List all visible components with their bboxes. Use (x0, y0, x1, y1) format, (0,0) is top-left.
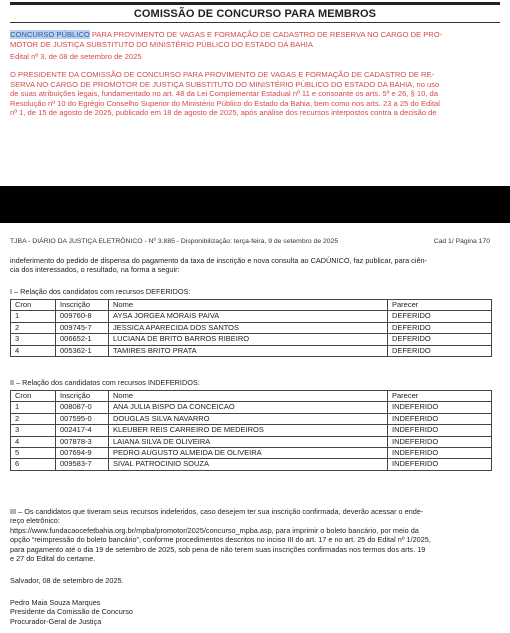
section-title: COMISSÃO DE CONCURSO PARA MEMBROS (133, 8, 377, 20)
cell-nome: JESSICA APARECIDA DOS SANTOS (109, 322, 388, 333)
cell-cron: 4 (11, 436, 56, 447)
cell-inscricao: 007878-3 (56, 436, 109, 447)
cell-cron: 3 (11, 425, 56, 436)
table-row (11, 459, 492, 470)
edital-number: Edital nº 3, de 08 de setembro de 2025 (10, 52, 142, 61)
signer-title: Procurador-Geral de Justiça (10, 616, 102, 626)
selected-text-highlight[interactable]: CONCURSO PÚBLICO (10, 30, 90, 39)
cell-inscricao: 007694-9 (56, 448, 109, 459)
cell-nome: ANA JULIA BISPO DA CONCEICAO (109, 402, 388, 413)
notice-body (10, 70, 490, 118)
signer-name: Pedro Maia Souza Marques (10, 598, 101, 607)
body-line: de suas atribuições legais, fundamentado no art. 48 da Lei Complementar Estadual nº 11 e consoante os arts. 5º e 26, § 10, da (10, 89, 438, 99)
col-inscricao: Inscrição (56, 300, 109, 311)
paragraph-line: III – Os candidatos que tiveram seus recursos indeferidos, caso desejem ter sua inscrição confirmada, deverão acessar o ende- (10, 507, 424, 516)
paragraph-line: opção “reimpressão do boleto bancário”, conforme procedimentos descritos no inciso III do art. 17 e no art. 25 do Edital nº 1/2025, (10, 535, 431, 545)
col-nome: Nome (109, 391, 388, 402)
table-row (11, 402, 492, 413)
cell-parecer: INDEFERIDO (388, 436, 492, 447)
notice-header-line1: PARA PROVIMENTO DE VAGAS E FORMAÇÃO DE CADASTRO DE RESERVA NO CARGO DE PRO- (89, 30, 443, 39)
cell-cron: 1 (11, 402, 56, 413)
cell-inscricao: 009583-7 (56, 459, 109, 470)
cell-nome: LAIANA SILVA DE OLIVEIRA (109, 436, 388, 447)
notice-header-line2: MOTOR DE JUSTIÇA SUBSTITUTO DO MINISTÉRIO PÚBLICO DO ESTADO DA BAHIA (10, 39, 313, 49)
col-nome: Nome (109, 300, 388, 311)
body-line: nº 1, de 15 de agosto de 2025, publicado em 18 de agosto de 2025, após análise dos recursos interpostos contra a decisão de (10, 108, 437, 118)
cell-parecer: DEFERIDO (388, 334, 492, 345)
deferidos-table (10, 299, 492, 357)
table-row (11, 345, 492, 356)
cell-cron: 1 (11, 311, 56, 322)
table-row (11, 334, 492, 345)
table-row (11, 436, 492, 447)
section-deferidos-heading: I – Relação dos candidatos com recursos DEFERIDOS: (10, 287, 191, 296)
cell-nome: LUCIANA DE BRITO BARROS RIBEIRO (109, 334, 388, 345)
cell-inscricao: 005362-1 (56, 345, 109, 356)
cell-cron: 6 (11, 459, 56, 470)
indeferidos-table (10, 390, 492, 471)
cell-inscricao: 008087-0 (56, 402, 109, 413)
page-separator (0, 186, 510, 223)
table-row (11, 413, 492, 424)
table-header-row (11, 300, 492, 311)
cell-inscricao: 002417-4 (56, 425, 109, 436)
cell-inscricao: 006652-1 (56, 334, 109, 345)
cell-nome: KLEUBER REIS CARREIRO DE MEDEIROS (109, 425, 388, 436)
cell-parecer: INDEFERIDO (388, 459, 492, 470)
cell-nome: AYSA JORGEA MORAIS PAIVA (109, 311, 388, 322)
running-header-left: TJBA - DIÁRIO DA JUSTIÇA ELETRÔNICO - Nº 3.885 - Disponibilização: terça-feira, 9 de setembro de 2025 (10, 238, 339, 245)
table-row (11, 322, 492, 333)
cell-inscricao: 009745-7 (56, 322, 109, 333)
cell-parecer: DEFERIDO (388, 311, 492, 322)
table-row (11, 425, 492, 436)
cell-inscricao: 007595-0 (56, 413, 109, 424)
col-parecer: Parecer (388, 300, 492, 311)
cell-cron: 5 (11, 448, 56, 459)
cell-cron: 4 (11, 345, 56, 356)
col-inscricao: Inscrição (56, 391, 109, 402)
cell-inscricao: 009760-8 (56, 311, 109, 322)
previous-page-fragment (0, 0, 510, 182)
notice-header (10, 30, 490, 49)
page-170 (0, 223, 510, 633)
table-header-row (11, 391, 492, 402)
cell-parecer: DEFERIDO (388, 345, 492, 356)
cell-parecer: DEFERIDO (388, 322, 492, 333)
body-line: SERVA NO CARGO DE PROMOTOR DE JUSTIÇA SUBSTITUTO DO MINISTÉRIO PÚBLICO DO ESTADO DA BAHIA, no uso (10, 79, 440, 89)
cell-parecer: INDEFERIDO (388, 413, 492, 424)
signer-role: Presidente da Comissão de Concurso (10, 607, 133, 617)
title-rule (10, 22, 500, 23)
place-date: Salvador, 08 de setembro de 2025. (10, 576, 124, 585)
section-iii-paragraph (10, 507, 492, 563)
cell-parecer: INDEFERIDO (388, 425, 492, 436)
cell-cron: 2 (11, 322, 56, 333)
cell-nome: SIVAL PATROCINIO SOUZA (109, 459, 388, 470)
table-row (11, 311, 492, 322)
top-rule (10, 2, 500, 5)
section-indeferidos-heading: II – Relação dos candidatos com recursos INDEFERIDOS: (10, 378, 200, 387)
paragraph-line: para pagamento até o dia 19 de setembro de 2025, sob pena de não terem suas inscrições confirmadas nos termos dos arts. 19 (10, 544, 426, 554)
body-line: Resolução nº 10 do Egrégio Conselho Superior do Ministério Público do Estado da Bahia, bem como nos arts. 23 a 25 do Edital (10, 98, 440, 108)
cell-cron: 2 (11, 413, 56, 424)
body-line: O PRESIDENTE DA COMISSÃO DE CONCURSO PARA PROVIMENTO DE VAGAS E FORMAÇÃO DE CADASTRO DE RE- (10, 70, 435, 79)
intro-line: indeferimento do pedido de dispensa do pagamento da taxa de inscrição e nova consulta ao CADÚNICO, faz publicar, para ciên- (10, 256, 427, 265)
intro-paragraph (10, 256, 492, 275)
cell-parecer: INDEFERIDO (388, 402, 492, 413)
paragraph-line: https://www.fundacaocefetbahia.org.br/mpba/promotor/2025/concurso_mpba.asp, para imprimir o boleto bancário, por meio da (10, 525, 419, 535)
running-header (10, 238, 490, 245)
cell-parecer: INDEFERIDO (388, 448, 492, 459)
col-cron: Cron (11, 391, 56, 402)
col-cron: Cron (11, 300, 56, 311)
cell-cron: 3 (11, 334, 56, 345)
cell-nome: TAMIRES BRITO PRATA (109, 345, 388, 356)
paragraph-line: e 27 do Edital do certame. (10, 554, 96, 564)
table-row (11, 448, 492, 459)
signature-block (10, 598, 492, 626)
cell-nome: PEDRO AUGUSTO ALMEIDA DE OLIVEIRA (109, 448, 388, 459)
col-parecer: Parecer (388, 391, 492, 402)
page-number: Cad 1/ Página 170 (433, 238, 490, 245)
cell-nome: DOUGLAS SILVA NAVARRO (109, 413, 388, 424)
intro-line: cia dos interessados, o resultado, na forma a seguir: (10, 265, 180, 275)
paragraph-line: reço eletrônico: (10, 516, 60, 526)
